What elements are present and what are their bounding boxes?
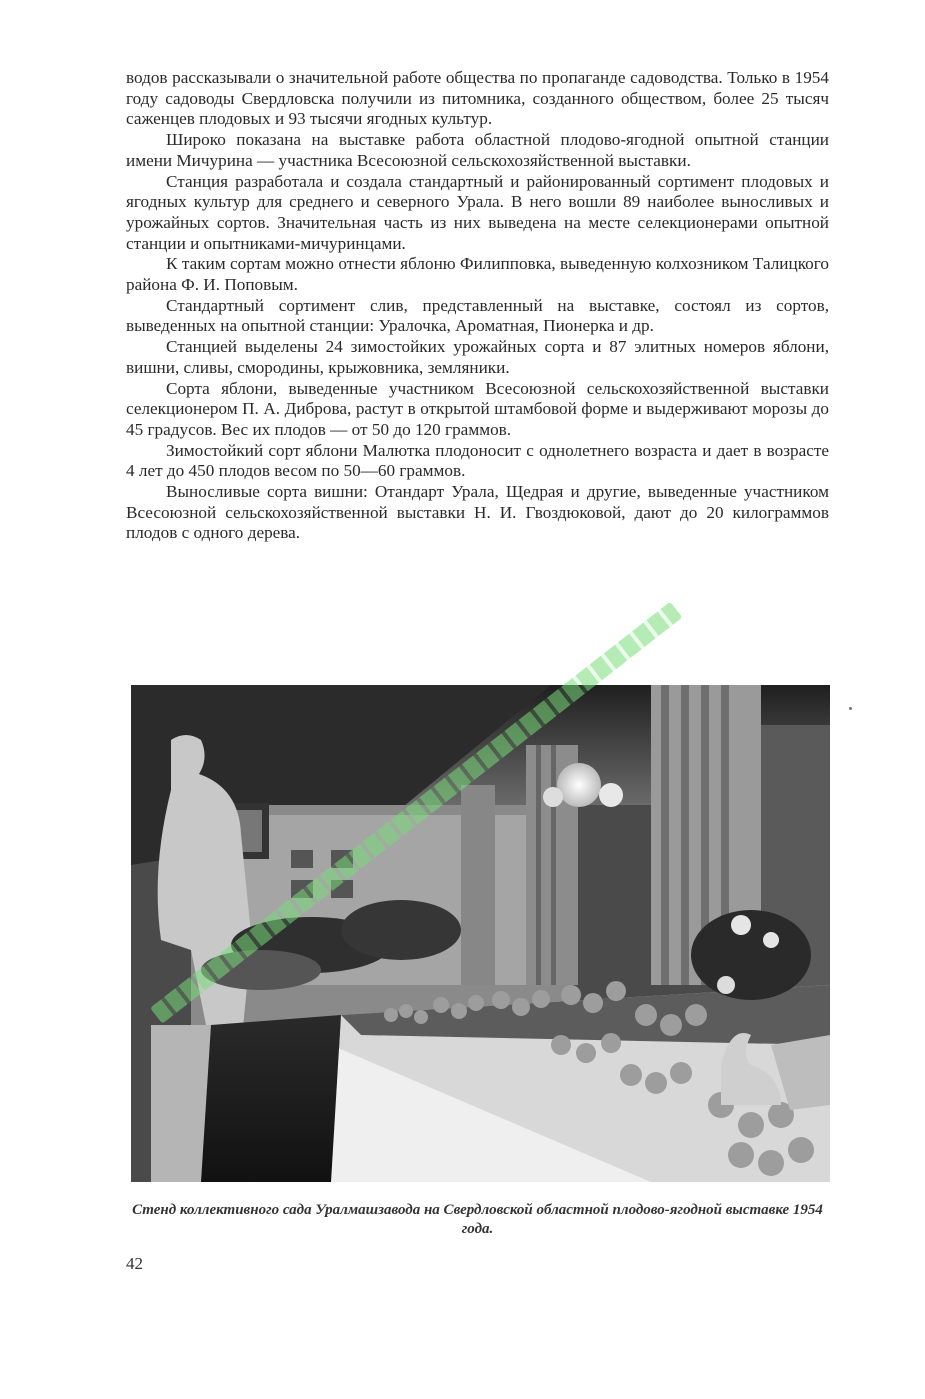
paragraph: Зимостойкий сорт яблони Малютка плодоносит с однолетнего возраста и дает в возрасте 4 лет до 450 плодов весом по 50—60 граммов.: [126, 440, 829, 481]
paragraph: Стандартный сортимент слив, представленный на выставке, состоял из сортов, выведенных на опытной станции: Уралочка, Ароматная, Пионерка и др.: [126, 295, 829, 336]
paragraph: Станцией выделены 24 зимостойких урожайных сорта и 87 элитных номеров яблони, вишни, сливы, смородины, крыжовника, земляники.: [126, 337, 829, 377]
paragraph: Станция разработала и создала стандартный и районированный сортимент плодовых и ягодных культур для среднего и северного Урала. В него вошли 89 наиболее выносливых и урожайных сортов. Значительная часть из них выведена на месте селекционерами опытной станции и опытниками-мичуринцами.: [126, 171, 829, 253]
photo-caption: Стенд коллективного сада Уралмашзавода на Свердловской областной плодово-ягодной выставке 1954 года.: [132, 1202, 823, 1237]
paragraph: К таким сортам можно отнести яблоню Филипповка, выведенную колхозником Талицкого района Ф. И. Поповым.: [126, 254, 829, 295]
paragraph: Широко показана на выставке работа областной плодово-ягодной опытной станции имени Мичурина — участника Всесоюзной сельскохозяйственной выставки.: [126, 130, 829, 170]
page-number: 42: [126, 1254, 143, 1273]
paragraph: водов рассказывали о значительной работе общества по пропаганде садоводства. Только в 1954 году садоводы Свердловска получили из питомника, созданного обществом, более 25 тысяч саженцев плодовых и 93 тысячи ягодных культур.: [126, 68, 829, 129]
body-text: [126, 68, 829, 544]
paragraph: Сорта яблони, выведенные участником Всесоюзной сельскохозяйственной выставки селекционером П. А. Диброва, растут в открытой штамбовой форме и выдерживают морозы до 45 градусов. Вес их плодов — от 50 до 120 граммов.: [126, 378, 829, 439]
scan-dot: [849, 707, 852, 710]
paragraph: Выносливые сорта вишни: Отандарт Урала, Щедрая и другие, выведенные участником Всесоюзной сельскохозяйственной выставки Н. И. Гвоздюковой, дают до 20 килограммов плодов с одного дерева.: [126, 482, 829, 543]
